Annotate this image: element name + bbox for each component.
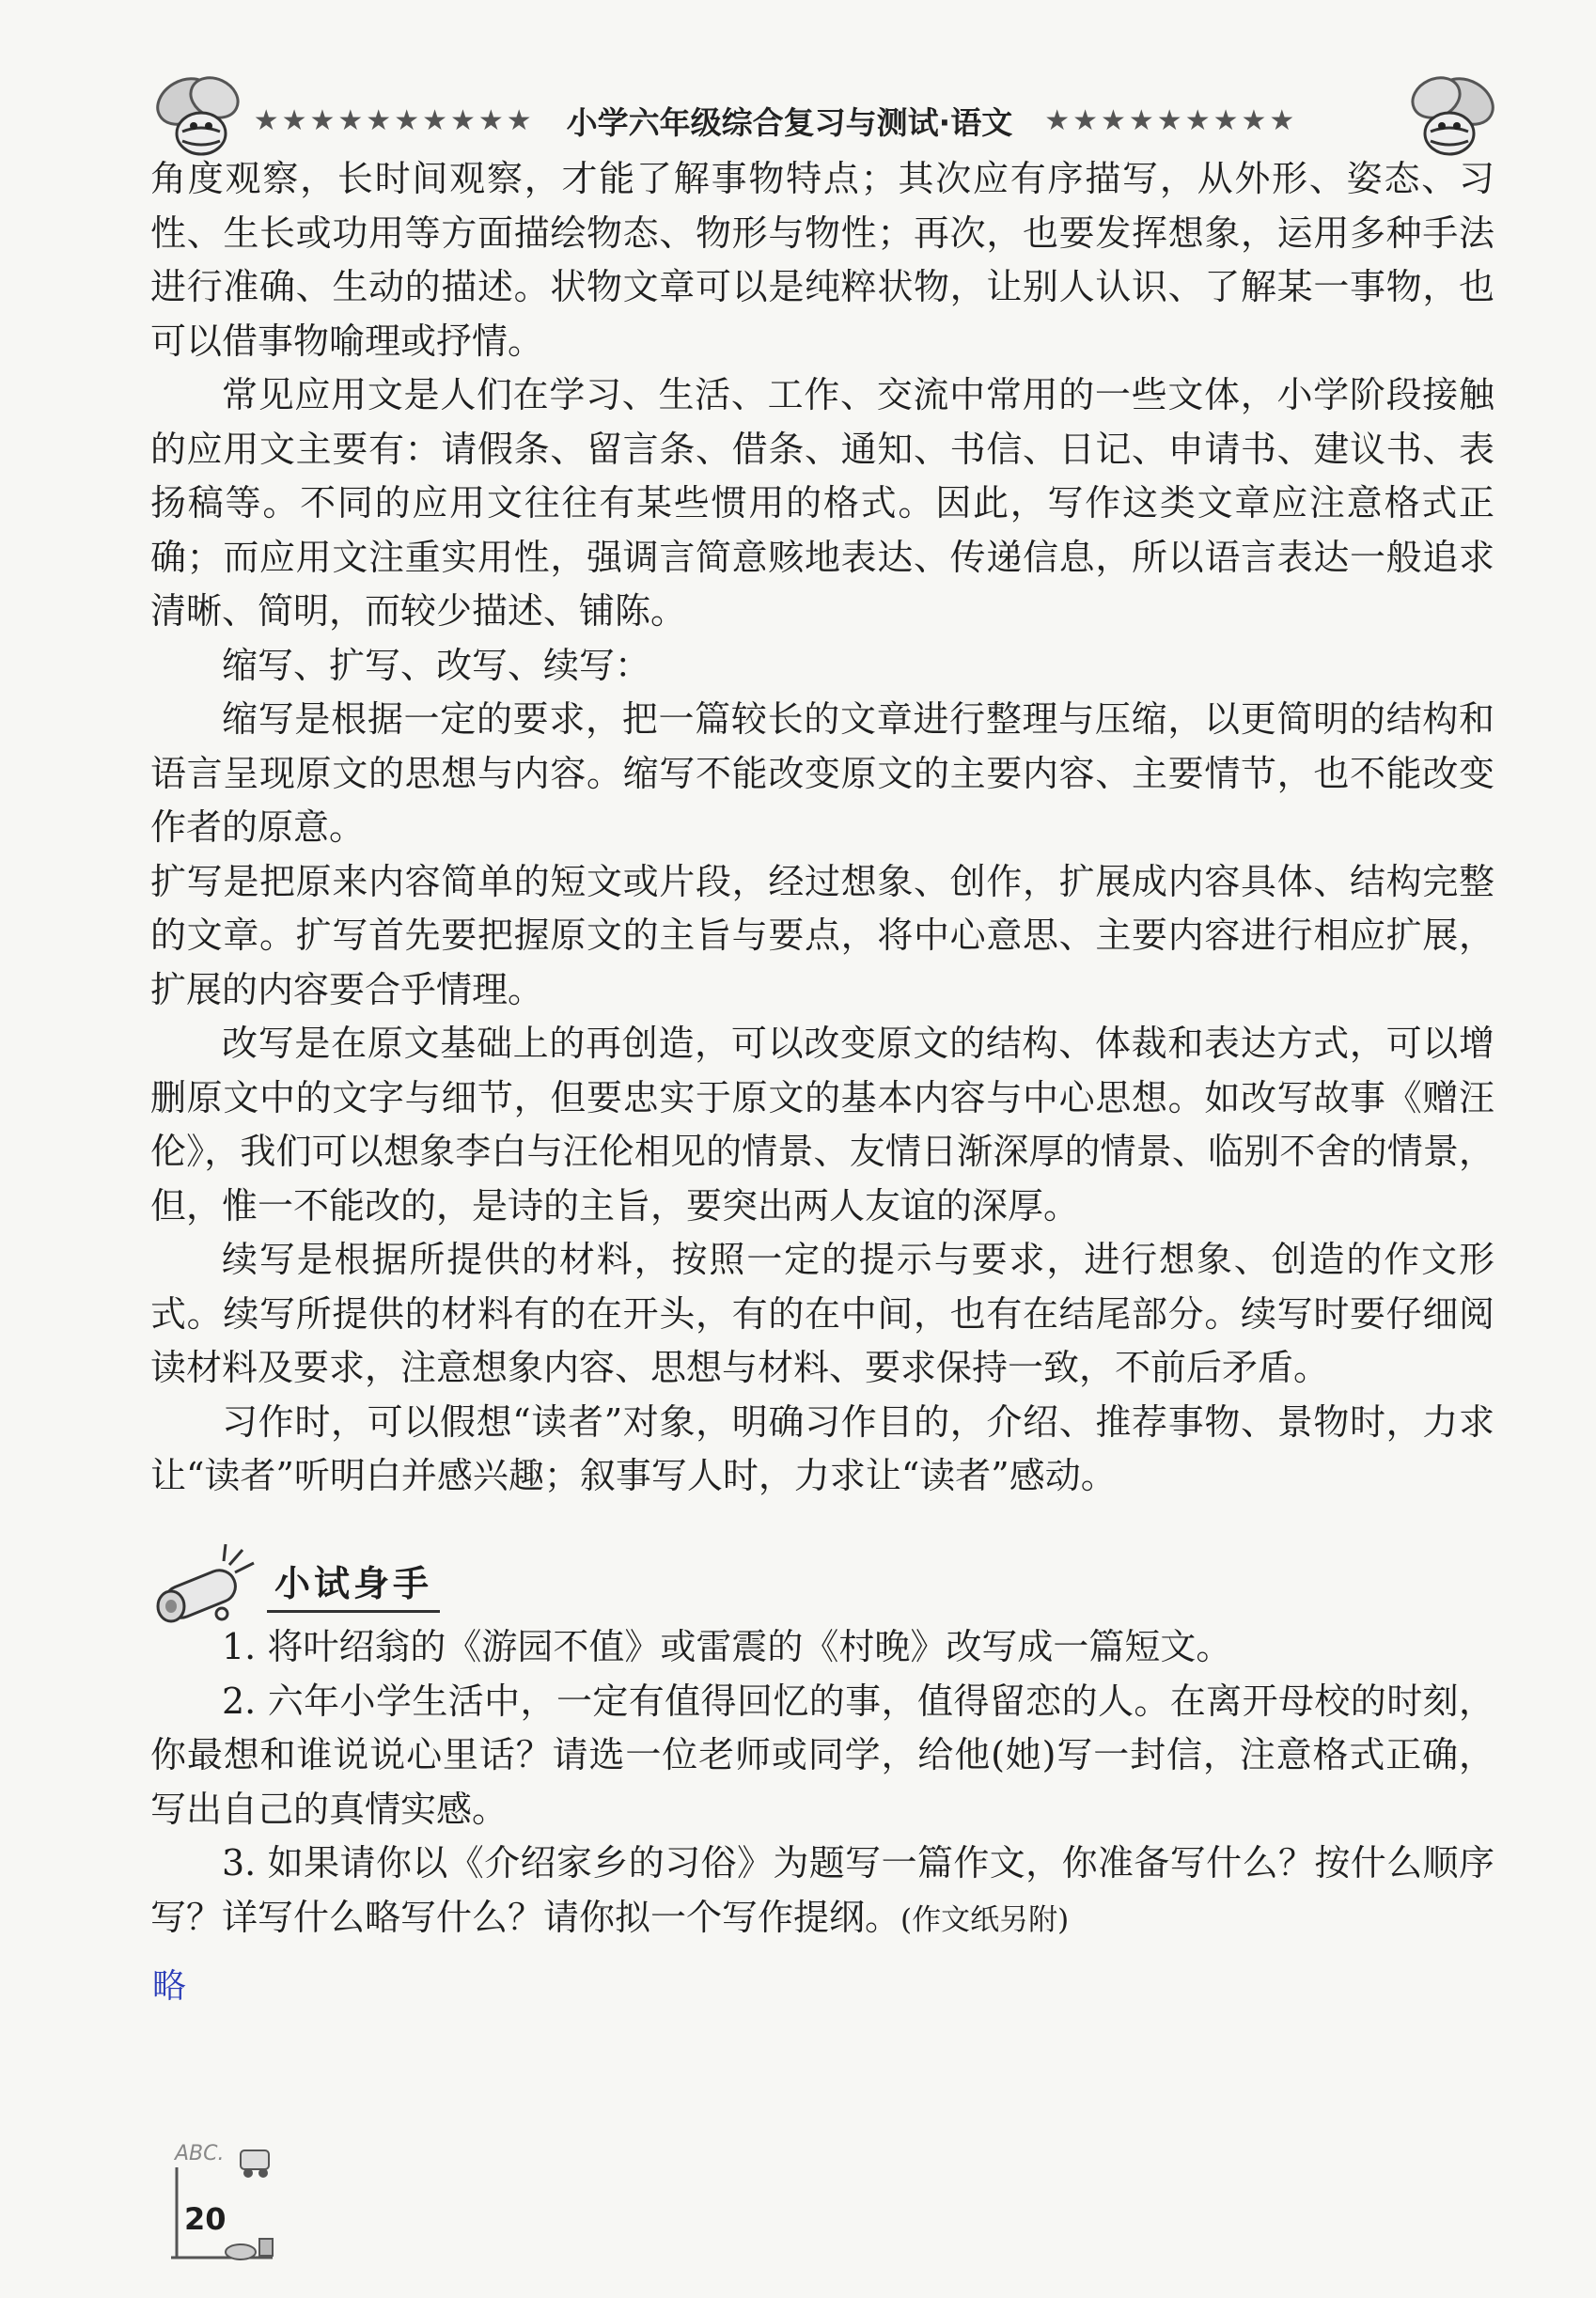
answer-text: 略 (152, 1967, 187, 2006)
paragraph: 续写是根据所提供的材料，按照一定的提示与要求，进行想象、创造的作文形式。续写所提供的材料有的在开头，有的在中间，也有在结尾部分。续写时要仔细阅读材料及要求，注意想象内容、思想与材料、要求保持一致，不前后矛盾。 (150, 1239, 1494, 1388)
body-text (150, 152, 1494, 1504)
page-number: 20 (184, 2201, 227, 2237)
deco-text: ABC. (175, 2142, 225, 2165)
page-number-decoration (150, 2126, 291, 2267)
scroll-icon (150, 1540, 261, 1623)
exercise-item: 1. 将叶绍翁的《游园不值》或雷震的《村晚》改写成一篇短文。 (222, 1626, 1232, 1667)
paragraph: 改写是在原文基础上的再创造，可以改变原文的结构、体裁和表达方式，可以增删原文中的文字与细节，但要忠实于原文的基本内容与中心思想。如改写故事《赠汪伦》，我们可以想象李白与汪伦相见的情景、友情日渐深厚的情景、临别不舍的情景，但，惟一不能改的，是诗的主旨，要突出两人友谊的深厚。 (150, 1023, 1494, 1227)
exercise-item (150, 1837, 1494, 1947)
section-heading (150, 1540, 564, 1624)
paragraph: 缩写是根据一定的要求，把一篇较长的文章进行整理与压缩，以更简明的结构和语言呈现原文的思想与内容。缩写不能改变原文的主要内容、主要情节，也不能改变作者的原意。 (150, 698, 1494, 848)
exercise-item: 2. 六年小学生活中，一定有值得回忆的事，值得留恋的人。在离开母校的时刻，你最想和谁说说心里话？请选一位老师或同学，给他(她)写一封信，注意格式正确，写出自己的真情实感。 (150, 1680, 1494, 1830)
page-header (150, 92, 1400, 149)
stars-right: ★★★★★★★★★ (1044, 103, 1298, 137)
paragraph: 常见应用文是人们在学习、生活、工作、交流中常用的一些文体，小学阶段接触的应用文主要有：请假条、留言条、借条、通知、书信、日记、申请书、建议书、表扬稿等。不同的应用文往往有某些惯用的格式。因此，写作这类文章应注意格式正确；而应用文注重实用性，强调言简意赅地表达、传递信息，所以语言表达一般追求清晰、简明，而较少描述、铺陈。 (150, 374, 1494, 632)
paragraph: 习作时，可以假想“读者”对象，明确习作目的，介绍、推荐事物、景物时，力求让“读者”听明白并感兴趣；叙事写人时，力求让“读者”感动。 (150, 1400, 1494, 1496)
exercise-note: (作文纸另附) (900, 1902, 1070, 1937)
paragraph: 扩写是把原来内容简单的短文或片段，经过想象、创作，扩展成内容具体、结构完整的文章。扩写首先要把握原文的主旨与要点，将中心意思、主要内容进行相应扩展，扩展的内容要合乎情理。 (150, 860, 1494, 1010)
stars-left: ★★★★★★★★★★ (253, 103, 535, 137)
header-title: 小学六年级综合复习与测试·语文 (566, 103, 1013, 141)
paragraph: 缩写、扩写、改写、续写： (222, 644, 651, 686)
exercise-list (150, 1620, 1494, 1947)
section-label: 小试身手 (267, 1551, 440, 1613)
exercise-text: 3. 如果请你以《介绍家乡的习俗》为题写一篇作文，你准备写什么？按什么顺序写？详写什么略写什么？请你拟一个写作提纲。 (150, 1842, 1494, 1938)
paragraph: 角度观察，长时间观察，才能了解事物特点；其次应有序描写，从外形、姿态、习性、生长或功用等方面描绘物态、物形与物性；再次，也要发挥想象，运用多种手法进行准确、生动的描述。状物文章可以是纯粹状物，让别人认识、了解某一事物，也可以借事物喻理或抒情。 (150, 158, 1494, 362)
